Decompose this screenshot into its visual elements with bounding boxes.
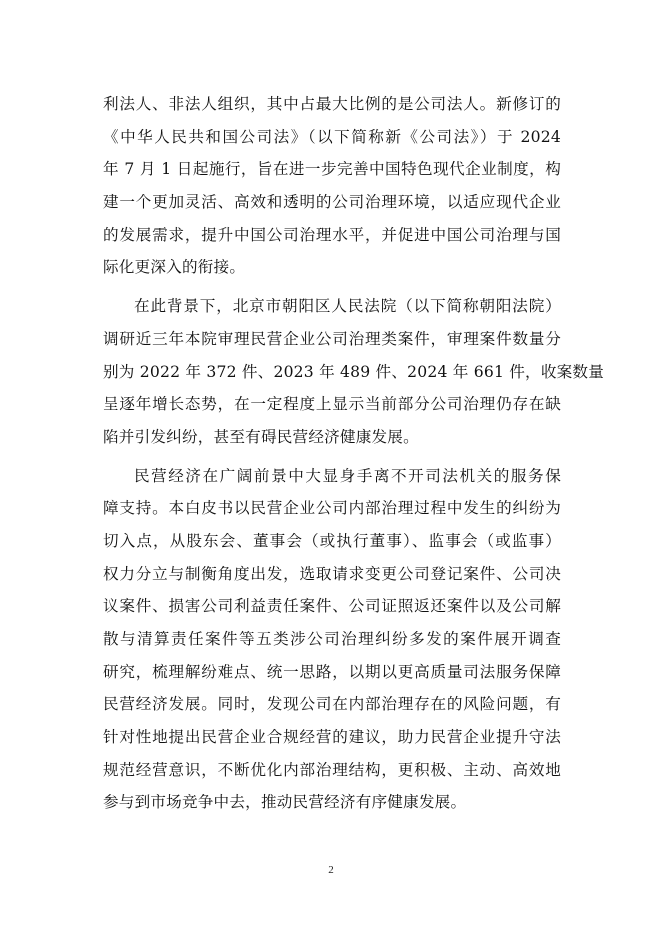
text-line: 切入点，从股东会、董事会（或执行董事）、监事会（或监事） xyxy=(103,531,561,550)
text-line: 调研近三年本院审理民营企业公司治理类案件，审理案件数量分 xyxy=(103,329,561,348)
text-line: 建一个更加灵活、高效和透明的公司治理环境，以适应现代企业 xyxy=(103,193,561,212)
text-line: 年 7 月 1 日起施行，旨在进一步完善中国特色现代企业制度，构 xyxy=(103,160,561,179)
paragraph-2 xyxy=(103,290,605,453)
text-line: 民营经济在广阔前景中大显身手离不开司法机关的服务保 xyxy=(134,466,561,485)
text-line: 障支持。本白皮书以民营企业公司内部治理过程中发生的纠纷为 xyxy=(103,499,561,518)
text-line: 研究，梳理解纷难点、统一思路，以期以更高质量司法服务保障 xyxy=(103,662,561,681)
text-line: 民营经济发展。同时，发现公司在内部治理存在的风险问题，有 xyxy=(103,695,561,714)
text-line: 陷并引发纠纷，甚至有碍民营经济健康发展。 xyxy=(103,427,419,446)
text-line: 散与清算责任案件等五类涉公司治理纠纷多发的案件展开调查 xyxy=(103,630,561,648)
text-line: 议案件、损害公司利益责任案件、公司证照返还案件以及公司解 xyxy=(103,597,561,616)
text-line: 权力分立与制衡角度出发，选取请求变更公司登记案件、公司决 xyxy=(103,564,561,583)
text-line: 利法人、非法人组织，其中占最大比例的是公司法人。新修订的 xyxy=(103,95,561,113)
page-number: 2 xyxy=(328,864,334,876)
body-text xyxy=(103,88,605,819)
text-line: 参与到市场竞争中去，推动民营经济有序健康发展。 xyxy=(103,793,467,812)
text-line: 的发展需求，提升中国公司治理水平，并促进中国公司治理与国 xyxy=(103,225,561,244)
text-line: 《中华人民共和国公司法》（以下简称新《公司法》）于 2024 xyxy=(103,127,561,146)
paragraph-3 xyxy=(103,460,561,820)
text-line: 规范经营意识，不断优化内部治理结构，更积极、主动、高效地 xyxy=(103,760,561,779)
text-line: 呈逐年增长态势，在一定程度上显示当前部分公司治理仍存在缺 xyxy=(103,395,561,414)
text-line: 际化更深入的衔接。 xyxy=(103,258,246,277)
paragraph-1 xyxy=(103,88,561,284)
text-line: 在此背景下，北京市朝阳区人民法院（以下简称朝阳法院） xyxy=(134,297,561,316)
text-line: 针对性地提出民营企业合规经营的建议，助力民营企业提升守法 xyxy=(103,728,561,747)
text-line: 别为 2022 年 372 件、2023 年 489 件、2024 年 661 件，收案数量 xyxy=(103,362,605,381)
